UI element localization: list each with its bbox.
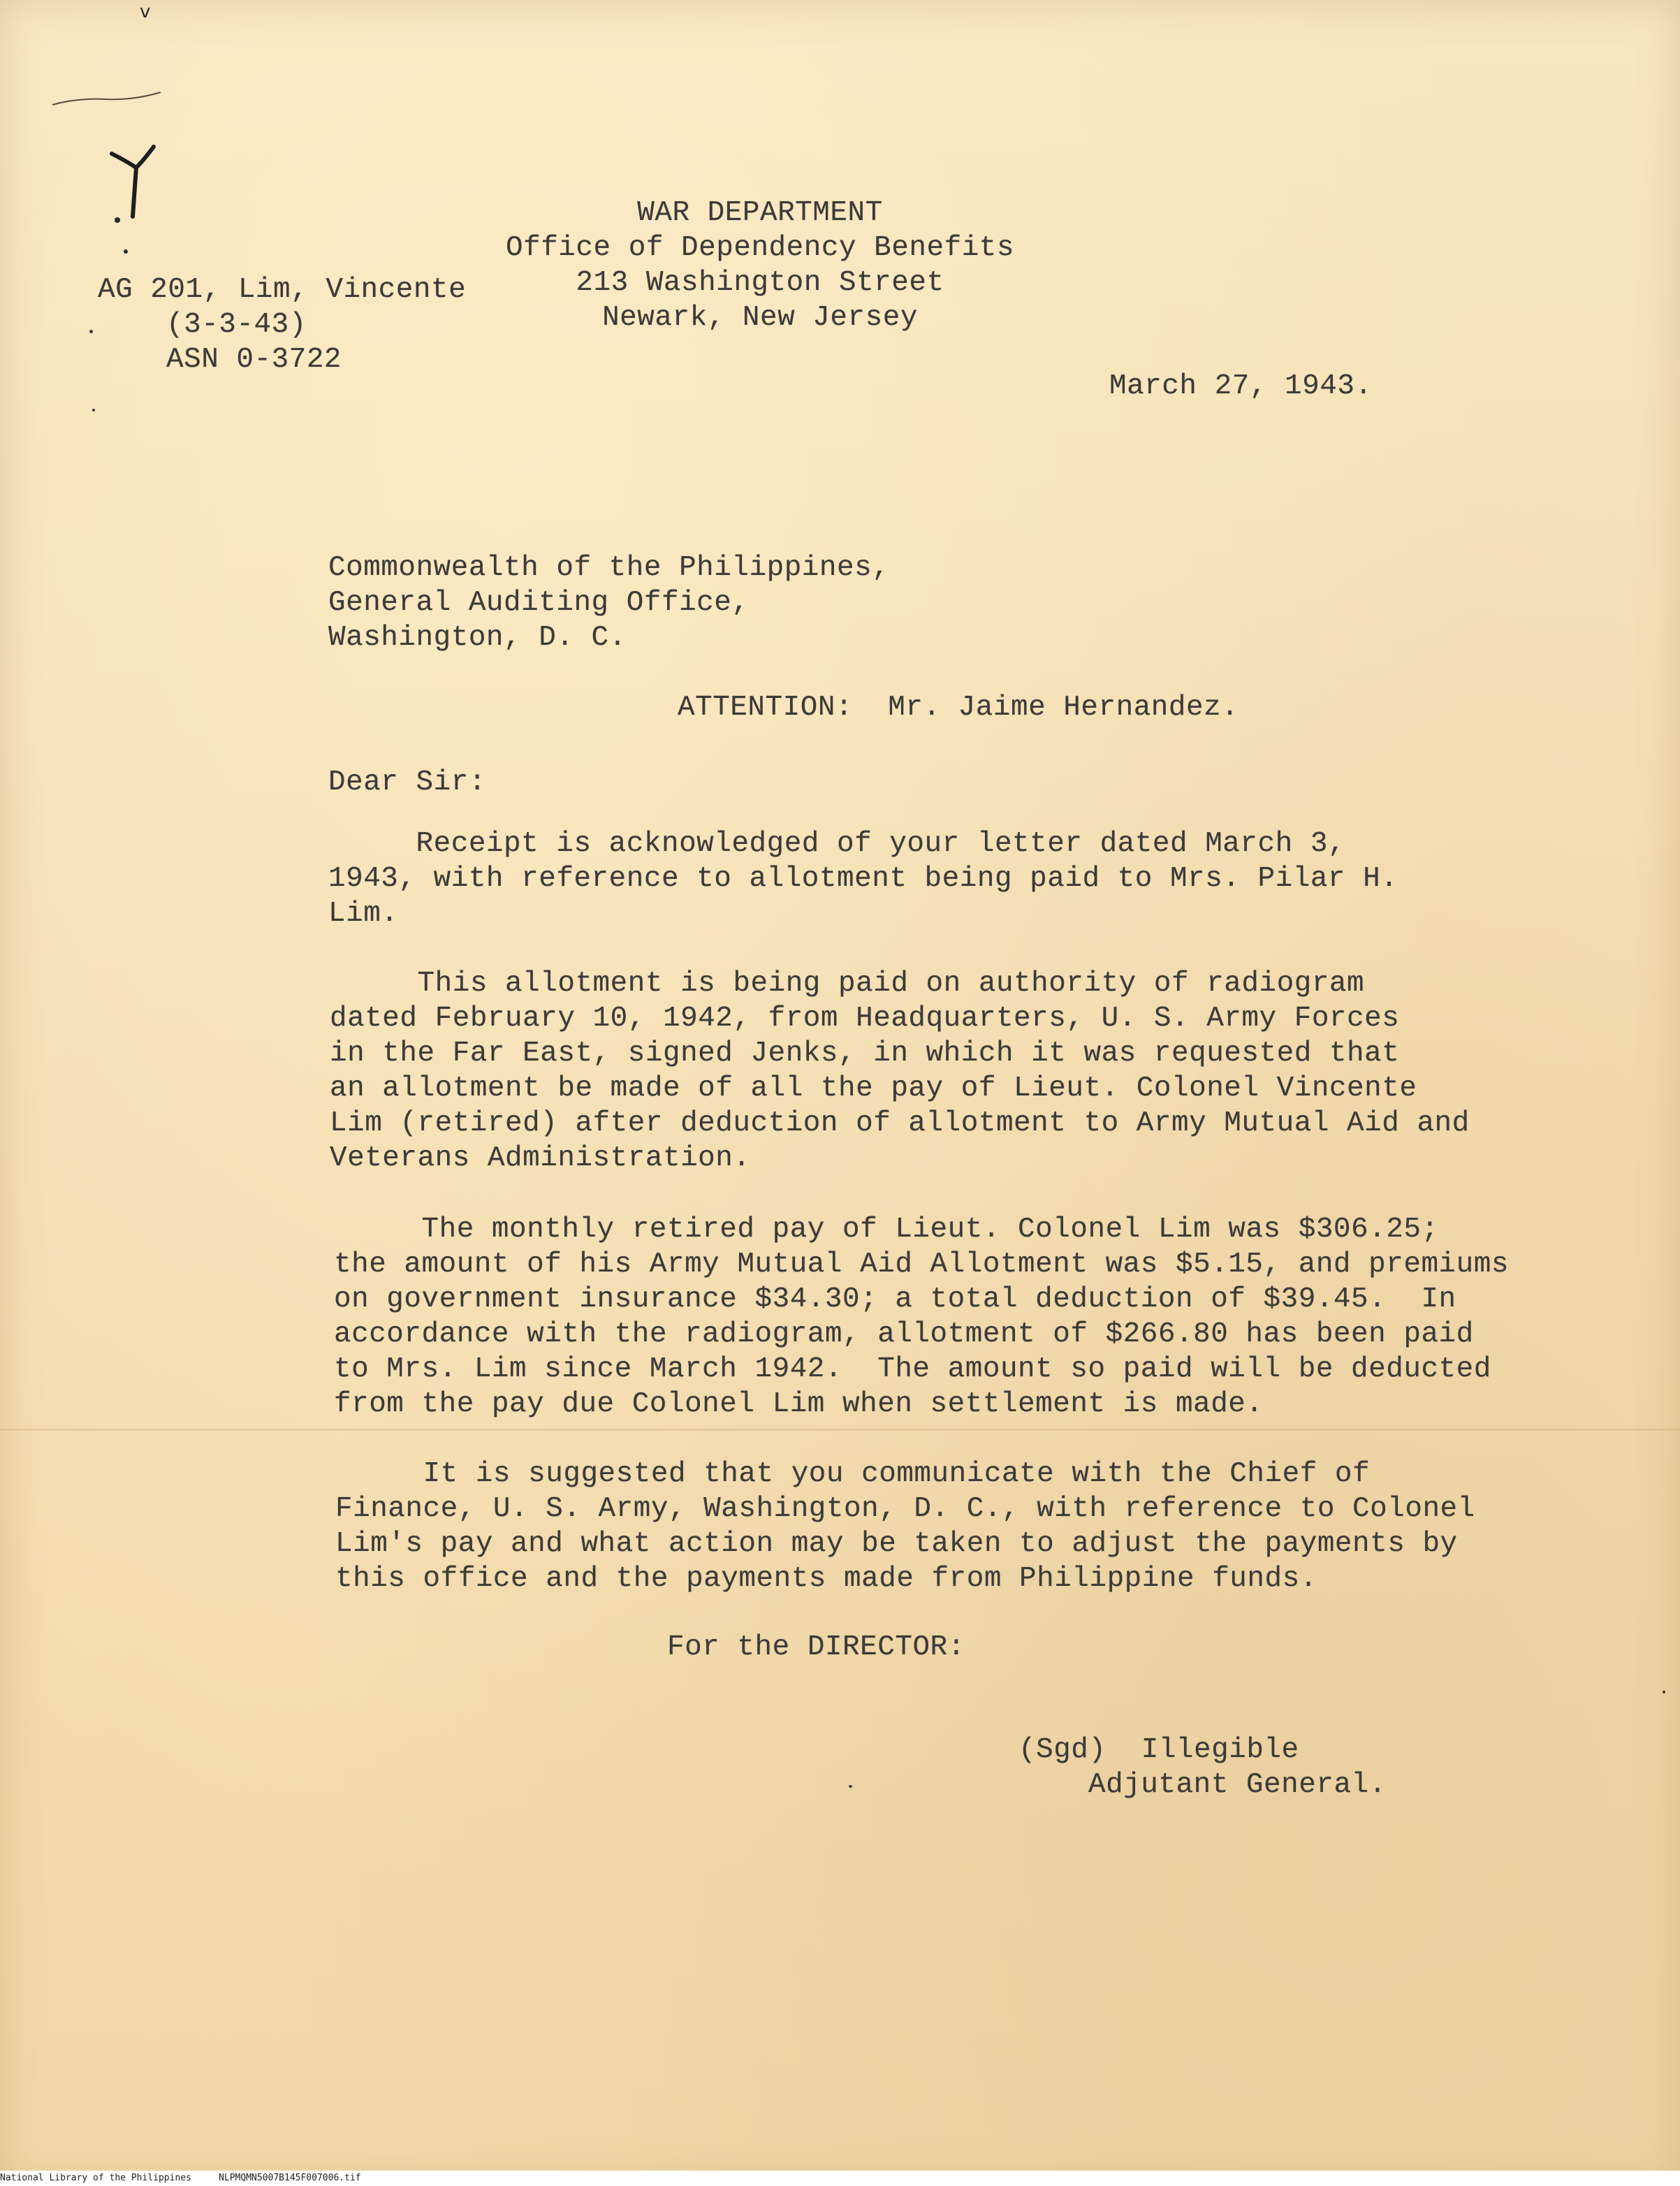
paragraph-4-line-1: It is suggested that you communicate with the Chief of [335, 1458, 1371, 1490]
attention-line: ATTENTION: Mr. Jaime Hernandez. [678, 692, 1239, 724]
paragraph-3-line-5: to Mrs. Lim since March 1942. The amount so paid will be deducted [334, 1353, 1491, 1385]
paragraph-2-line-1: This allotment is being paid on authority of radiogram [330, 968, 1365, 1000]
paper-speck [89, 330, 93, 333]
paragraph-3-line-3: on government insurance $34.30; a total deduction of $39.45. In [334, 1283, 1456, 1316]
paper-speck [1663, 1691, 1665, 1693]
paragraph-4-line-3: Lim's pay and what action may be taken to adjust the payments by [335, 1528, 1458, 1560]
recipient-line-3: Washington, D. C. [328, 622, 627, 654]
paragraph-2-line-2: dated February 10, 1942, from Headquarters, U. S. Army Forces [330, 1003, 1400, 1035]
letterhead-office: Office of Dependency Benefits [505, 232, 1015, 264]
paragraph-2-line-3: in the Far East, signed Jenks, in which it was requested that [330, 1037, 1400, 1070]
paragraph-2-line-5: Lim (retired) after deduction of allotment to Army Mutual Aid and [330, 1107, 1470, 1139]
closing-line: For the DIRECTOR: [667, 1631, 965, 1663]
paragraph-4-line-2: Finance, U. S. Army, Washington, D. C., with reference to Colonel [335, 1493, 1475, 1525]
pencil-scribble-mark [49, 84, 168, 112]
paper-speck [92, 409, 95, 411]
footer-file-id: NLPMQMN5007B145F007006.tif [219, 2173, 361, 2183]
reference-line-2: (3-3-43) [166, 309, 307, 341]
handwritten-check-mark [105, 140, 161, 258]
footer-library: National Library of the Philippines [0, 2173, 191, 2183]
paper-fold-line [0, 1429, 1680, 1431]
letter-date: March 27, 1943. [1109, 370, 1373, 402]
salutation: Dear Sir: [328, 766, 486, 799]
paragraph-3-line-4: accordance with the radiogram, allotment of $266.80 has been paid [334, 1318, 1474, 1350]
paragraph-4-line-4: this office and the payments made from Philippine funds. [335, 1563, 1317, 1595]
reference-line-1: AG 201, Lim, Vincente [98, 274, 467, 306]
pencil-mark-top: v [140, 1, 151, 22]
paragraph-1-line-3: Lim. [328, 898, 399, 930]
paragraph-1-line-1: Receipt is acknowledged of your letter dated March 3, [328, 828, 1346, 860]
reference-line-3: ASN 0-3722 [166, 344, 342, 376]
signature-title: Adjutant General. [1088, 1769, 1387, 1801]
archive-footer [0, 2171, 1680, 2186]
paragraph-1-line-2: 1943, with reference to allotment being paid to Mrs. Pilar H. [328, 863, 1398, 895]
signature-line: (Sgd) Illegible [1018, 1734, 1299, 1766]
letterhead-city: Newark, New Jersey [602, 302, 918, 334]
paragraph-3-line-6: from the pay due Colonel Lim when settlement is made. [334, 1388, 1264, 1420]
paragraph-3-line-2: the amount of his Army Mutual Aid Allotment was $5.15, and premiums [334, 1248, 1509, 1281]
paragraph-2-line-4: an allotment be made of all the pay of Lieut. Colonel Vincente [330, 1072, 1417, 1105]
letterhead-street: 213 Washington Street [576, 267, 944, 299]
paragraph-3-line-1: The monthly retired pay of Lieut. Colonel Lim was $306.25; [334, 1214, 1439, 1246]
recipient-line-2: General Auditing Office, [328, 587, 750, 619]
letterhead-department: WAR DEPARTMENT [637, 197, 883, 229]
recipient-line-1: Commonwealth of the Philippines, [328, 552, 890, 584]
paper-speck [849, 1785, 852, 1788]
paragraph-2-line-6: Veterans Administration. [330, 1142, 751, 1174]
